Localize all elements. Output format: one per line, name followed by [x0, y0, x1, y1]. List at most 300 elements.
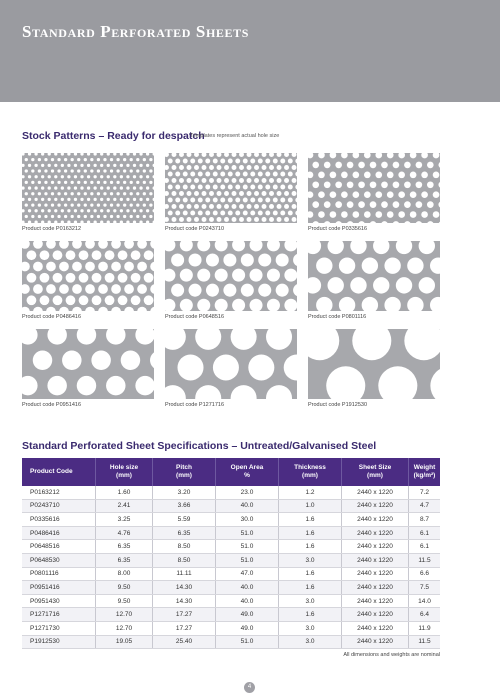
perforation-hole [247, 217, 252, 222]
perforation-hole [269, 165, 274, 170]
perforation-hole [136, 192, 139, 195]
perforation-hole [183, 210, 188, 215]
perforation-hole [235, 172, 240, 177]
perforation-hole [139, 209, 142, 212]
perforation-hole [25, 192, 28, 195]
perforation-hole [168, 185, 173, 190]
perforation-hole [375, 172, 382, 179]
perforation-hole [48, 164, 51, 167]
perforation-hole [273, 198, 278, 203]
perforation-hole [44, 192, 47, 195]
perforation-hole [53, 295, 63, 305]
perforation-hole [46, 262, 56, 272]
table-row [22, 540, 440, 554]
perforation-hole [123, 181, 126, 184]
perforation-hole [74, 186, 77, 189]
perforation-hole [131, 273, 141, 283]
perforation-hole [224, 165, 229, 170]
table-cell: 8.7 [409, 513, 441, 527]
perforation-hole [67, 198, 70, 201]
perforation-hole [288, 198, 293, 203]
perforation-hole [51, 215, 54, 218]
pattern-caption: Product code P0801116 [308, 314, 367, 320]
perforation-hole [41, 164, 44, 167]
perforation-hole [398, 191, 405, 198]
perforation-hole [213, 185, 218, 190]
pattern-cell [165, 153, 297, 232]
perforation-hole [241, 284, 254, 297]
table-cell: 11.11 [153, 567, 216, 581]
perforation-hole [375, 211, 382, 218]
perforation-hole [66, 295, 76, 305]
perforation-hole [41, 175, 44, 178]
perforation-hole [280, 198, 285, 203]
perforation-hole [97, 192, 100, 195]
perforation-hole [71, 203, 74, 206]
perforation-hole [90, 181, 93, 184]
col-header-open-area: Open Area % [216, 458, 279, 486]
perforation-hole [48, 198, 51, 201]
perforation-hole [273, 159, 278, 164]
perforation-hole [71, 169, 74, 172]
perforation-hole [146, 164, 149, 167]
perforation-hole [206, 253, 219, 266]
perforation-hole [107, 186, 110, 189]
perforation-hole [139, 164, 142, 167]
perforation-hole [410, 191, 417, 198]
perforation-hole [220, 198, 225, 203]
perforation-hole [190, 198, 195, 203]
perforation-hole [312, 162, 319, 169]
table-cell: 25.40 [153, 635, 216, 649]
perforation-hole [172, 217, 177, 222]
perforation-hole [94, 164, 97, 167]
perforation-hole [276, 253, 289, 266]
perforation-hole [198, 185, 203, 190]
table-cell: 4.7 [409, 499, 441, 513]
perforation-hole [135, 376, 154, 395]
perforation-hole [265, 198, 270, 203]
table-row [22, 486, 440, 499]
perforation-hole [387, 211, 394, 218]
perforation-hole [180, 269, 193, 282]
perforation-hole [44, 215, 47, 218]
perforation-hole [404, 201, 411, 208]
perforation-hole [98, 262, 108, 272]
perforation-hole [28, 175, 31, 178]
perforation-hole [316, 257, 332, 273]
perforation-hole [85, 262, 95, 272]
perforation-hole [72, 284, 82, 294]
perforation-hole [330, 211, 337, 218]
perforation-hole [280, 172, 285, 177]
perforation-swatch [165, 241, 297, 311]
perforation-hole [91, 350, 110, 369]
table-cell: 1.60 [96, 486, 153, 499]
perforation-hole [71, 192, 74, 195]
perforation-hole [197, 269, 210, 282]
table-cell: P1271730 [22, 621, 96, 635]
perforation-hole [364, 191, 371, 198]
pattern-cell [22, 329, 154, 408]
table-cell: 17.27 [153, 608, 216, 622]
perforation-hole [27, 295, 37, 305]
perforation-hole [265, 159, 270, 164]
perforation-hole [144, 273, 154, 283]
perforation-hole [247, 165, 252, 170]
perforation-hole [121, 350, 140, 369]
table-cell: 2440 x 1220 [342, 567, 409, 581]
table-cell: 40.0 [216, 499, 279, 513]
table-cell: P0951430 [22, 594, 96, 608]
perforation-hole [80, 186, 83, 189]
perforation-hole [77, 181, 80, 184]
perforation-hole [64, 192, 67, 195]
perforation-hole [427, 181, 434, 188]
perforation-hole [46, 284, 56, 294]
perforation-hole [120, 209, 123, 212]
perforation-hole [57, 215, 60, 218]
perforation-hole [28, 209, 31, 212]
perforation-hole [79, 250, 89, 260]
perforation-hole [284, 204, 289, 209]
perforation-hole [143, 181, 146, 184]
perforation-hole [28, 198, 31, 201]
perforation-hole [209, 165, 214, 170]
table-cell: 9.50 [96, 581, 153, 595]
perforation-hole [100, 209, 103, 212]
perforation-hole [205, 210, 210, 215]
perforation-hole [217, 204, 222, 209]
table-cell: P1271716 [22, 608, 96, 622]
perforation-hole [213, 354, 239, 380]
perforation-hole [250, 269, 263, 282]
table-cell: 12.70 [96, 608, 153, 622]
patterns-section-title: Stock Patterns – Ready for despatch [22, 130, 205, 142]
perforation-hole [427, 162, 434, 169]
table-cell: P0486416 [22, 526, 96, 540]
perforation-hole [87, 175, 90, 178]
table-cell: P0951416 [22, 581, 96, 595]
perforation-hole [139, 198, 142, 201]
perforation-hole [77, 203, 80, 206]
table-cell: 2440 x 1220 [342, 499, 409, 513]
table-cell: 12.70 [96, 621, 153, 635]
perforation-hole [116, 215, 119, 218]
perforation-hole [41, 186, 44, 189]
perforation-hole [292, 204, 297, 209]
perforation-hole [64, 203, 67, 206]
table-cell: 8.50 [153, 540, 216, 554]
perforation-hole [92, 250, 102, 260]
table-cell: 6.1 [409, 526, 441, 540]
perforation-hole [57, 192, 60, 195]
perforation-hole [284, 217, 289, 222]
perforation-hole [80, 175, 83, 178]
perforation-hole [62, 350, 81, 369]
table-row [22, 553, 440, 567]
perforation-hole [421, 211, 428, 218]
perforation-hole [74, 164, 77, 167]
perforation-hole [202, 165, 207, 170]
perforation-hole [398, 211, 405, 218]
table-cell: 19.05 [96, 635, 153, 649]
perforation-hole [38, 158, 41, 161]
perforation-hole [335, 162, 342, 169]
table-cell: 7.2 [409, 486, 441, 499]
perforation-hole [396, 277, 412, 293]
perforation-hole [421, 191, 428, 198]
table-row [22, 608, 440, 622]
perforation-hole [250, 172, 255, 177]
perforation-hole [34, 175, 37, 178]
perforation-hole [84, 203, 87, 206]
perforation-hole [220, 159, 225, 164]
table-cell: 2440 x 1220 [342, 513, 409, 527]
perforation-hole [144, 295, 154, 305]
perforation-swatch [308, 241, 440, 311]
perforation-hole [27, 250, 37, 260]
perforation-hole [149, 169, 152, 172]
perforation-hole [258, 284, 271, 297]
table-cell: 6.4 [409, 608, 441, 622]
perforation-hole [265, 185, 270, 190]
perforation-hole [80, 164, 83, 167]
perforation-hole [103, 158, 106, 161]
perforation-hole [130, 181, 133, 184]
perforation-hole [71, 181, 74, 184]
perforation-hole [190, 185, 195, 190]
perforation-hole [189, 253, 202, 266]
perforation-hole [190, 210, 195, 215]
perforation-hole [123, 203, 126, 206]
perforation-hole [41, 209, 44, 212]
perforation-hole [116, 192, 119, 195]
perforation-hole [28, 186, 31, 189]
perforation-hole [146, 175, 149, 178]
perforation-hole [126, 186, 129, 189]
perforation-hole [324, 181, 331, 188]
perforation-hole [100, 198, 103, 201]
table-cell: 9.50 [96, 594, 153, 608]
perforation-hole [87, 186, 90, 189]
perforation-hole [341, 172, 348, 179]
perforation-hole [97, 158, 100, 161]
table-cell: 1.6 [279, 526, 342, 540]
table-cell: 1.6 [279, 608, 342, 622]
table-cell: 47.0 [216, 567, 279, 581]
perforation-hole [130, 215, 133, 218]
table-cell: 2440 x 1220 [342, 486, 409, 499]
table-cell: 14.30 [153, 594, 216, 608]
perforation-hole [353, 211, 360, 218]
perforation-hole [38, 169, 41, 172]
table-cell: 3.0 [279, 635, 342, 649]
perforation-hole [217, 191, 222, 196]
perforation-hole [254, 217, 259, 222]
perforation-hole [103, 192, 106, 195]
perforation-hole [393, 162, 400, 169]
perforation-hole [258, 198, 263, 203]
perforation-hole [54, 198, 57, 201]
perforation-hole [387, 172, 394, 179]
perforation-hole [130, 203, 133, 206]
perforation-hole [103, 215, 106, 218]
perforation-hole [335, 201, 342, 208]
table-cell: 1.6 [279, 540, 342, 554]
perforation-hole [247, 204, 252, 209]
perforation-hole [90, 169, 93, 172]
perforation-hole [48, 209, 51, 212]
perforation-hole [139, 186, 142, 189]
table-cell: 40.0 [216, 581, 279, 595]
table-cell: 2440 x 1220 [342, 581, 409, 595]
perforation-hole [79, 295, 89, 305]
perforation-hole [172, 191, 177, 196]
perforation-hole [292, 165, 297, 170]
perforation-hole [353, 191, 360, 198]
perforation-hole [31, 169, 34, 172]
perforation-hole [258, 172, 263, 177]
perforation-hole [269, 191, 274, 196]
pattern-caption: Product code P0648516 [165, 314, 225, 320]
perforation-hole [116, 169, 119, 172]
perforation-hole [341, 191, 348, 198]
perforation-hole [31, 181, 34, 184]
perforation-hole [209, 191, 214, 196]
table-cell: 51.0 [216, 540, 279, 554]
perforation-hole [54, 175, 57, 178]
table-cell: 7.5 [409, 581, 441, 595]
perforation-hole [358, 201, 365, 208]
perforation-hole [187, 204, 192, 209]
perforation-hole [67, 186, 70, 189]
perforation-hole [27, 273, 37, 283]
perforation-hole [247, 178, 252, 183]
perforation-hole [84, 169, 87, 172]
perforation-hole [59, 284, 69, 294]
perforation-hole [288, 210, 293, 215]
perforation-hole [71, 158, 74, 161]
perforation-hole [146, 209, 149, 212]
perforation-hole [100, 175, 103, 178]
perforation-hole [288, 172, 293, 177]
table-cell: 11.9 [409, 621, 441, 635]
table-cell: P0335616 [22, 513, 96, 527]
perforation-hole [364, 211, 371, 218]
table-cell: 5.59 [153, 513, 216, 527]
perforation-hole [48, 175, 51, 178]
perforation-hole [71, 215, 74, 218]
perforation-hole [54, 164, 57, 167]
perforation-hole [284, 165, 289, 170]
perforation-hole [381, 162, 388, 169]
perforation-hole [100, 164, 103, 167]
table-cell: P0801116 [22, 567, 96, 581]
perforation-hole [133, 198, 136, 201]
perforation-hole [416, 162, 423, 169]
perforation-hole [146, 186, 149, 189]
perforation-hole [273, 210, 278, 215]
perforation-hole [77, 158, 80, 161]
page-number: 4 [244, 682, 255, 693]
pattern-caption: Product code P0951416 [22, 402, 82, 408]
perforation-hole [61, 186, 64, 189]
perforation-hole [67, 164, 70, 167]
perforation-hole [273, 185, 278, 190]
perforation-hole [350, 277, 366, 293]
perforation-hole [133, 164, 136, 167]
table-cell: 3.25 [96, 513, 153, 527]
perforation-hole [194, 178, 199, 183]
perforation-hole [113, 164, 116, 167]
perforation-hole [126, 198, 129, 201]
perforation-hole [67, 209, 70, 212]
perforation-hole [194, 191, 199, 196]
perforation-hole [364, 172, 371, 179]
perforation-hole [175, 172, 180, 177]
pattern-caption: Product code P1912530 [308, 402, 368, 408]
perforation-hole [179, 178, 184, 183]
perforation-hole [262, 217, 267, 222]
perforation-hole [44, 158, 47, 161]
perforation-hole [232, 178, 237, 183]
perforation-hole [292, 191, 297, 196]
perforation-hole [34, 198, 37, 201]
perforation-hole [133, 175, 136, 178]
perforation-hole [254, 204, 259, 209]
perforation-hole [206, 284, 219, 297]
perforation-hole [273, 172, 278, 177]
perforation-hole [87, 164, 90, 167]
perforation-hole [84, 192, 87, 195]
perforation-hole [232, 217, 237, 222]
perforation-hole [404, 162, 411, 169]
perforation-hole [239, 204, 244, 209]
perforation-hole [384, 257, 400, 273]
perforation-hole [120, 164, 123, 167]
perforation-hole [146, 198, 149, 201]
perforation-swatch [22, 329, 154, 399]
table-cell: 49.0 [216, 608, 279, 622]
patterns-note: Templates represent actual hole size [190, 133, 280, 139]
perforation-hole [205, 185, 210, 190]
perforation-hole [107, 209, 110, 212]
perforation-hole [33, 262, 43, 272]
perforation-hole [105, 250, 115, 260]
perforation-hole [131, 295, 141, 305]
perforation-hole [120, 175, 123, 178]
perforation-hole [393, 181, 400, 188]
perforation-hole [107, 198, 110, 201]
table-cell: 40.0 [216, 594, 279, 608]
perforation-hole [318, 191, 325, 198]
perforation-hole [179, 204, 184, 209]
perforation-hole [239, 165, 244, 170]
pattern-caption: Product code P0335616 [308, 226, 368, 232]
perforation-hole [77, 376, 96, 395]
perforation-hole [381, 181, 388, 188]
table-cell: P0648516 [22, 540, 96, 554]
perforation-hole [427, 201, 434, 208]
col-header-weight: Weight (kg/m²) [409, 458, 441, 486]
perforation-hole [44, 181, 47, 184]
perforation-hole [370, 181, 377, 188]
perforation-swatch [22, 153, 154, 223]
perforation-hole [51, 203, 54, 206]
perforation-hole [232, 165, 237, 170]
perforation-hole [202, 204, 207, 209]
